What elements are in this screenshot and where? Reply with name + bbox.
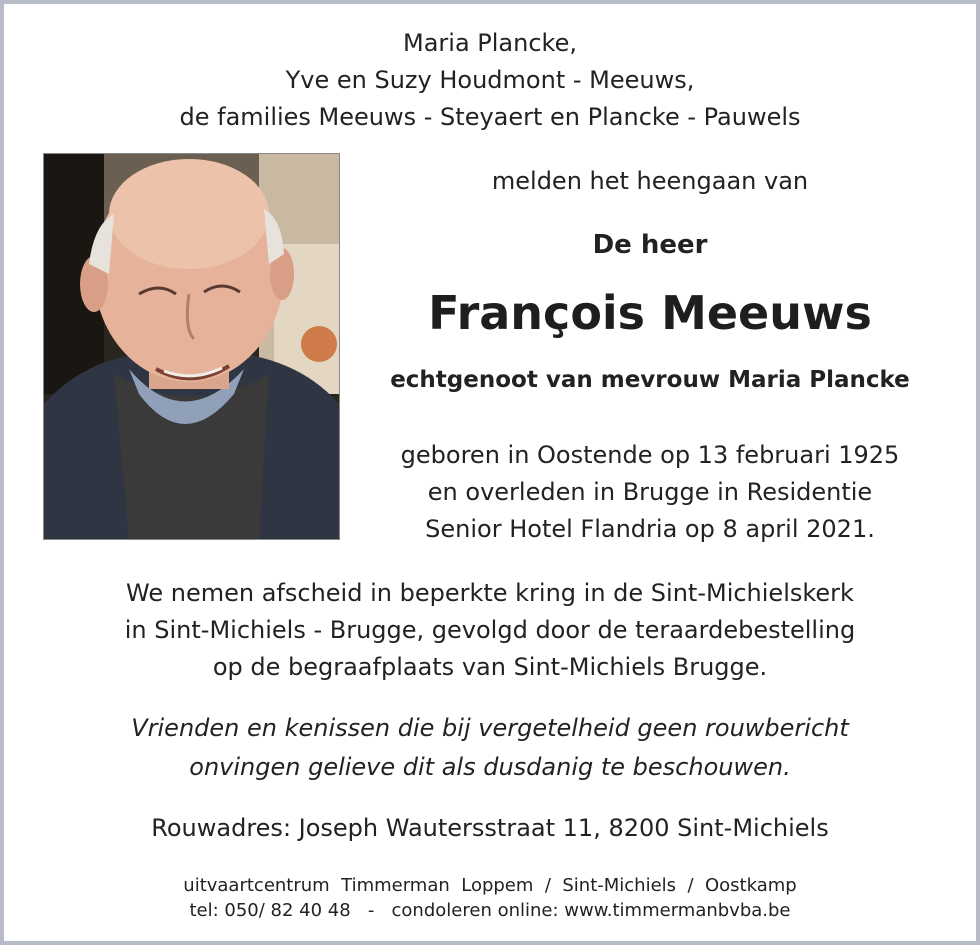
deceased-name: François Meeuws — [428, 286, 872, 340]
spouse-line: echtgenoot van mevrouw Maria Plancke — [390, 367, 910, 393]
farewell-line-3: op de begraafplaats van Sint-Michiels Brugge. — [212, 653, 768, 681]
farewell-line-1: We nemen afscheid in beperkte kring in de Sint-Michielskerk — [126, 579, 854, 607]
birth-line-1: geboren in Oostende op 13 februari 1925 — [400, 441, 900, 469]
funeral-home-line: uitvaartcentrum Timmerman Loppem / Sint-Michiels / Oostkamp — [183, 875, 797, 896]
notice-line-2: onvingen gelieve dit als dusdanig te beschouwen. — [189, 753, 791, 781]
intro-text: melden het heengaan van — [491, 167, 809, 195]
notice-line-1: Vrienden en kenissen die bij vergetelheid geen rouwbericht — [131, 714, 849, 742]
family-line-2: Yve en Suzy Houdmont - Meeuws, — [285, 66, 695, 94]
birth-line-2: en overleden in Brugge in Residentie — [427, 478, 873, 506]
family-line-1: Maria Plancke, — [403, 29, 577, 57]
contact-line: tel: 050/ 82 40 48 - condoleren online: www.timmermanbvba.be — [189, 900, 791, 921]
portrait-photo — [43, 153, 340, 540]
birth-line-3: Senior Hotel Flandria op 8 april 2021. — [425, 515, 875, 543]
farewell-line-2: in Sint-Michiels - Brugge, gevolgd door de teraardebestelling — [124, 616, 856, 644]
family-line-3: de families Meeuws - Steyaert en Plancke - Pauwels — [179, 103, 801, 131]
honorific: De heer — [592, 230, 708, 260]
mourning-address: Rouwadres: Joseph Wautersstraat 11, 8200 Sint-Michiels — [151, 814, 829, 842]
